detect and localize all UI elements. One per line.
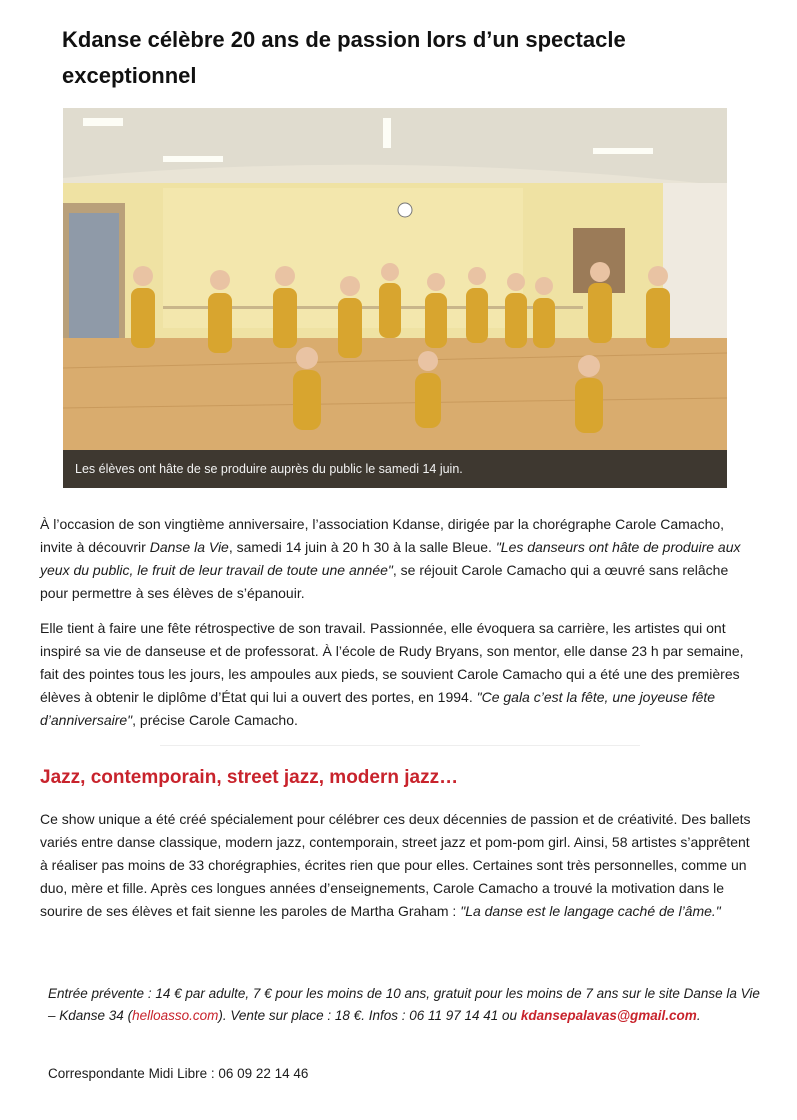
article-title: Kdanse célèbre 20 ans de passion lors d’un spectacle exceptionnel (62, 27, 626, 88)
article-photo (63, 108, 727, 488)
text-span: Elle tient à faire une fête rétrospective de son travail. Passionnée, elle évoquera sa carrière, les artistes qui ont inspiré sa vie de danseuse et de professorat. À l’école de Rudy Bryans, son mentor, elle danse 23 h par semaine, fait des pointes tous les jours, les ampoules aux pieds, se souvient Carole Camacho qui a été une des premières élèves à obtenir le diplôme d’État qui lui a ouvert des portes, en 1994. (40, 620, 744, 705)
text-span: , se réjouit Carole Camacho qui a œuvré sans relâche pour permettre à ses élèves de s’épanouir. (40, 562, 729, 601)
show-title: Danse la Vie (149, 539, 229, 555)
text-span: Ce show unique a été créé spécialement pour célébrer ces deux décennies de passion et de créativité. Des ballets variés entre danse classique, modern jazz, contemporain, street jazz et pom-pom girl. Ainsi, 58 artistes s’apprêtent à réaliser pas moins de 33 chorégraphies, écrites rien que pour elles. Certaines sont très personnelles, comme un duo, mère et fille. Après ces longues années d’enseignements, Carole Camacho a trouvé la motivation dans le sourire de ses élèves et fait sienne les paroles de Martha Graham : (40, 811, 751, 919)
helloasso-link[interactable]: helloasso.com (132, 1008, 219, 1023)
paragraph-intro (40, 513, 760, 605)
correspondent-contact: Correspondante Midi Libre : 06 09 22 14 46 (48, 1066, 309, 1081)
email-link[interactable]: kdansepalavas@gmail.com (520, 1008, 697, 1023)
text-span: , samedi 14 juin à 20 h 30 à la salle Bleue. (228, 539, 496, 555)
quote: "Les danseurs ont hâte de produire aux yeux du public, le fruit de leur travail de toute une année" (40, 539, 741, 578)
text-span: ). Vente sur place : 18 €. Infos : 06 11 97 14 41 ou (218, 1008, 521, 1023)
quote: "La danse est le langage caché de l’âme." (460, 903, 721, 919)
photo-caption: Les élèves ont hâte de se produire auprès du public le samedi 14 juin. (63, 450, 727, 488)
section-divider (160, 745, 640, 746)
dance-studio-photo (63, 108, 727, 488)
section-subheading: Jazz, contemporain, street jazz, modern jazz… (40, 767, 459, 788)
quote: "Ce gala c’est la fête, une joyeuse fête d’anniversaire" (40, 689, 716, 728)
text-span: À l’occasion de son vingtième anniversaire, l’association Kdanse, dirigée par la chorégraphe Carole Camacho, invite à découvrir (40, 516, 725, 555)
ticket-info (48, 983, 768, 1027)
text-span: , précise Carole Camacho. (132, 712, 298, 728)
text-span: . (696, 1008, 701, 1023)
text-span: Entrée prévente : 14 € par adulte, 7 € pour les moins de 10 ans, gratuit pour les moins de 7 ans sur le site Danse la Vie – Kdanse 34 ( (48, 986, 760, 1023)
paragraph-show (40, 808, 760, 923)
paragraph-career (40, 617, 760, 732)
